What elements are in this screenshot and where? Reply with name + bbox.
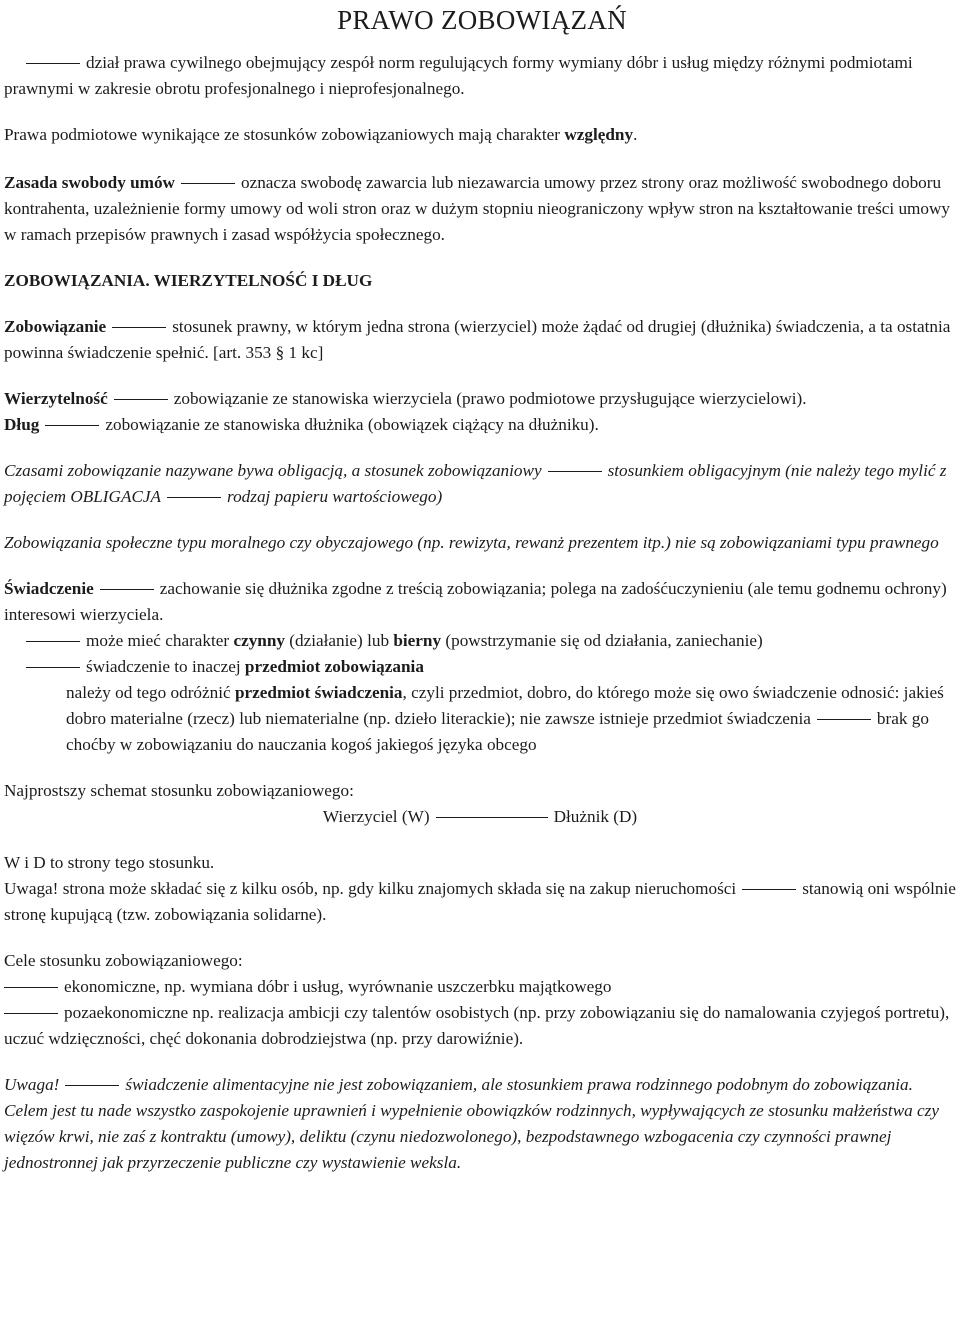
em-dash bbox=[4, 1013, 58, 1014]
em-dash bbox=[4, 987, 58, 988]
em-dash bbox=[45, 425, 99, 426]
em-dash bbox=[26, 667, 80, 668]
em-dash bbox=[548, 471, 602, 472]
schema-connector-line bbox=[436, 817, 548, 818]
em-dash bbox=[26, 641, 80, 642]
section-heading: ZOBOWIĄZANIA. WIERZYTELNOŚĆ I DŁUG bbox=[4, 271, 373, 290]
performance-object: świadczenie to inaczej przedmiot zobowiązania bbox=[4, 654, 960, 680]
warning-note: Uwaga! strona może składać się z kilku osób, np. gdy kilku znajomych składa się na zakup nieruchomości stanowią oni wspólnie stronę kupującą (tzw. zobowiązania solidarne). bbox=[4, 879, 956, 924]
em-dash bbox=[65, 1085, 119, 1086]
em-dash bbox=[181, 183, 235, 184]
em-dash bbox=[817, 719, 871, 720]
schema-creditor: Wierzyciel (W) bbox=[322, 807, 430, 826]
relative-rights-paragraph: Prawa podmiotowe wynikające ze stosunków zobowiązaniowych mają charakter względny. bbox=[4, 125, 638, 144]
freedom-of-contract-paragraph: Zasada swobody umów oznacza swobodę zawarcia lub niezawarcia umowy przez strony oraz możliwość swobodnego doboru kontrahenta, uzależnienie formy umowy od woli stron oraz w dużym stopniu nieograniczony wpływ stron na kształtowanie treści umowy w ramach przepisów prawnych i zasad współżycia społecznego. bbox=[4, 173, 951, 244]
page-title: PRAWO ZOBOWIĄZAŃ bbox=[337, 5, 627, 35]
claim-definition: Wierzytelność zobowiązanie ze stanowiska wierzyciela (prawo podmiotowe przysługujące wierzycielowi). bbox=[4, 389, 807, 408]
em-dash bbox=[26, 63, 80, 64]
schema-intro: Najprostszy schemat stosunku zobowiązaniowego: bbox=[4, 781, 354, 800]
schema-diagram bbox=[4, 804, 960, 830]
performance-definition: Świadczenie zachowanie się dłużnika zgodne z treścią zobowiązania; polega na zadośćuczynieniu (ale temu godnemu ochrony) interesowi wierzyciela. bbox=[4, 579, 947, 624]
alimony-note: Uwaga! świadczenie alimentacyjne nie jest zobowiązaniem, ale stosunkiem prawa rodzinnego podobnym do zobowiązania. Celem jest tu nade wszystko zaspokojenie uprawnień i wypełnienie obowiązków rodzinnych, wypływających ze stosunku małżeństwa czy więzów krwi, nie zaś z kontraktu (umowy), deliktu (czynu niedozwolonego), bezpodstawnego wzbogacenia czy czynności prawnej jednostronnej jak przyrzeczenie publiczne czy wystawienie weksla. bbox=[4, 1075, 939, 1172]
object-of-performance-note: należy od tego odróżnić przedmiot świadczenia, czyli przedmiot, dobro, do którego może się owo świadczenie odnosić: jakieś dobro materialne (rzecz) lub niematerialne (np. dzieło literackie); nie zawsze istnieje przedmiot świadczenia brak go choćby w zobowiązaniu do nauczania kogoś jakiegoś języka obcego bbox=[66, 683, 944, 754]
debt-definition: Dług zobowiązanie ze stanowiska dłużnika (obowiązek ciążący na dłużniku). bbox=[4, 415, 599, 434]
obligation-note: Czasami zobowiązanie nazywane bywa obligacją, a stosunek zobowiązaniowy stosunkiem obligacyjnym (nie należy tego mylić z pojęciem OBLIGACJA rodzaj papieru wartościowego) bbox=[4, 461, 947, 506]
em-dash bbox=[167, 497, 221, 498]
definition-paragraph: dział prawa cywilnego obejmujący zespół norm regulujących formy wymiany dóbr i usług między różnymi podmiotami prawnymi w zakresie obrotu profesjonalnego i nieprofesjonalnego. bbox=[4, 53, 913, 98]
goal-non-economic: pozaekonomiczne np. realizacja ambicji czy talentów osobistych (np. przy zobowiązaniu się do namalowania czyjegoś portretu), uczuć wdzięczności, chęć dokonania dobrodziejstwa (np. przy darowiźnie). bbox=[4, 1003, 950, 1048]
goal-economic: ekonomiczne, np. wymiana dóbr i usług, wyrównanie uszczerbku majątkowego bbox=[4, 974, 960, 1000]
goals-heading: Cele stosunku zobowiązaniowego: bbox=[4, 951, 243, 970]
em-dash bbox=[742, 889, 796, 890]
em-dash bbox=[100, 589, 154, 590]
performance-character: może mieć charakter czynny (działanie) lub bierny (powstrzymanie się od działania, zaniechanie) bbox=[4, 628, 960, 654]
em-dash bbox=[114, 399, 168, 400]
obligation-definition: Zobowiązanie stosunek prawny, w którym jedna strona (wierzyciel) może żądać od drugiej (dłużnika) świadczenia, a ta ostatnia powinna świadczenie spełnić. [art. 353 § 1 kc] bbox=[4, 317, 951, 362]
schema-debtor: Dłużnik (D) bbox=[553, 807, 638, 826]
em-dash bbox=[112, 327, 166, 328]
parties-note: W i D to strony tego stosunku. bbox=[4, 853, 215, 872]
social-obligations-note: Zobowiązania społeczne typu moralnego czy obyczajowego (np. rewizyta, rewanż prezentem itp.) nie są zobowiązaniami typu prawnego bbox=[4, 533, 939, 552]
